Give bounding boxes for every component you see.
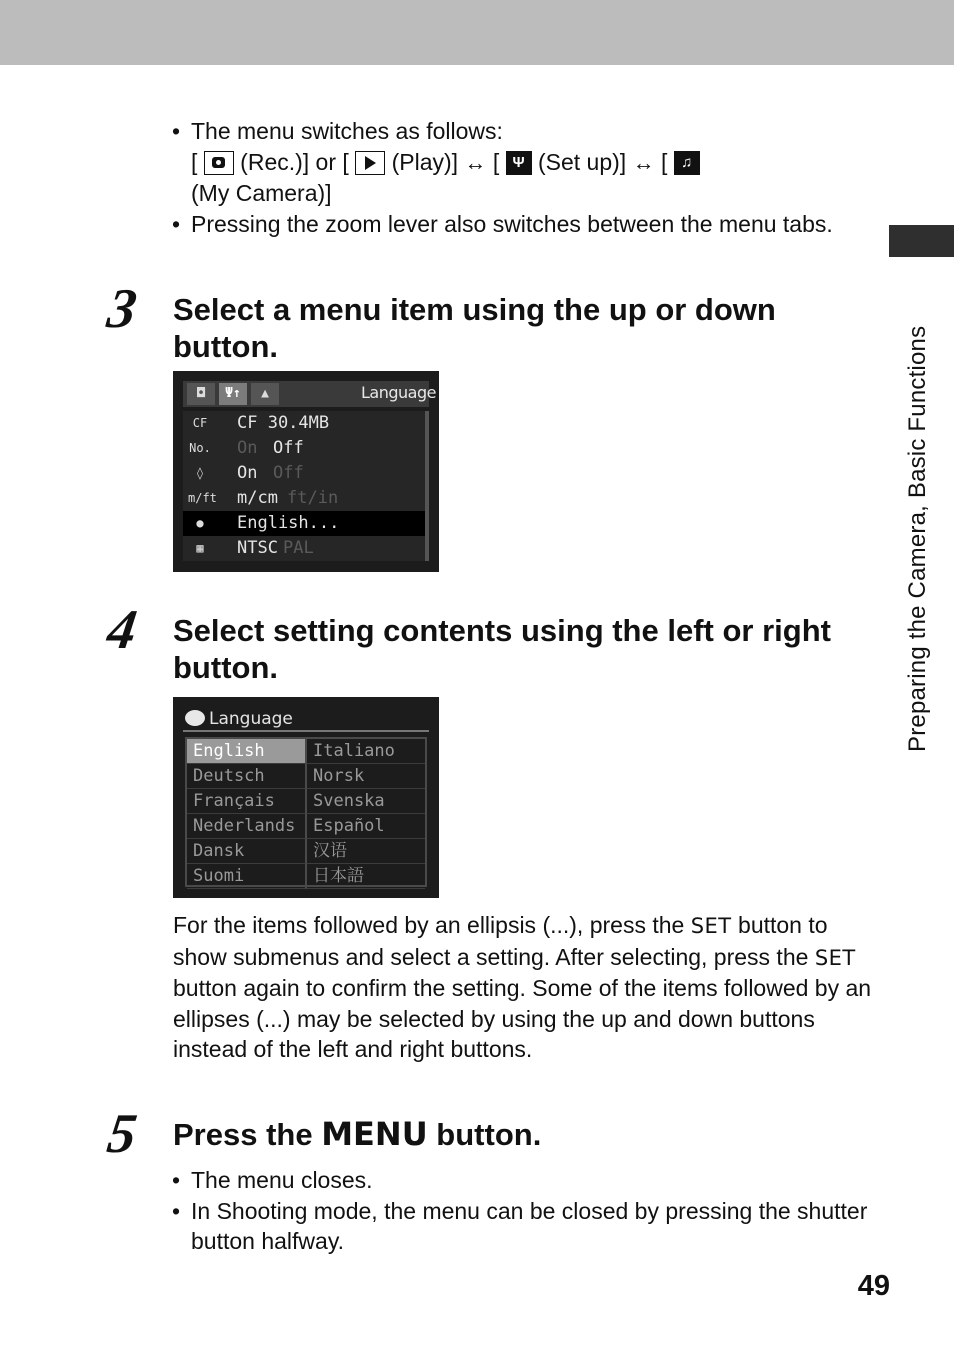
step-heading: Select a menu item using the up or down button. [173,292,776,364]
para-part2: button to show submenus and select a setting. After selecting, press the [173,912,828,970]
step-heading-post: button. [436,1117,542,1152]
menu-row-value: NTSC [237,538,278,558]
bracket: [ [191,148,198,175]
para-part3: button again to confirm the setting. Some of the items followed by an ellipses (...) may be selected by using the up and down buttons instead of the left and right buttons. [173,975,872,1062]
language-option: 日本語 [307,864,425,889]
units-icon: m/ft [188,491,217,505]
file-number-icon: No. [189,441,211,455]
language-icon: ● [196,516,204,530]
language-screen-screenshot [173,697,439,898]
intro-bullets [172,116,872,239]
step-number: 3 [103,278,141,340]
language-screen-title: Language [209,709,293,729]
play-label: (Play)] [391,148,459,175]
language-option: Français [187,789,307,814]
tab-setup: Ψ↑ [219,383,247,405]
language-option-selected: English [187,739,307,764]
step-heading [173,1116,863,1153]
menu-row-alt-value: Off [273,438,304,458]
menu-row-alt-value: PAL [283,538,314,558]
step-number: 4 [103,599,141,661]
step-number: 5 [103,1103,141,1165]
step-heading-pre: Press the [173,1117,313,1152]
divider [183,730,429,732]
language-option: Nederlands [187,814,307,839]
menu-row [183,461,425,486]
auto-rotate-icon: ◊ [196,466,204,480]
menu-row-value: On [237,438,258,458]
menu-row-selected [183,511,425,536]
intro-bullet-zoom: • Pressing the zoom lever also switches between the menu tabs. [172,209,872,240]
closing-bullet: • In Shooting mode, the menu can be closed by pressing the shutter button halfway. [172,1196,872,1257]
menu-list [183,411,429,561]
language-screen-header [185,707,293,731]
menu-screen-screenshot [173,371,439,572]
rec-camera-icon [204,151,234,175]
intro-bullet-menu-cycle [172,116,872,209]
menu-row [183,486,425,511]
ellipsis-explanation [173,910,873,1065]
setup-label: (Set up)] [537,148,627,175]
menu-row [183,411,425,436]
bracket: [ [492,148,500,175]
double-arrow-icon: ↔ [464,149,487,175]
rec-label: (Rec.)] or [ [240,148,349,175]
menu-row-value: On [237,463,258,483]
video-system-icon: ▦ [196,541,204,555]
double-arrow-icon: ↔ [632,149,655,175]
language-option: 汉语 [307,839,425,864]
section-side-label: Preparing the Camera, Basic Functions [904,325,931,752]
menu-row [183,436,425,461]
mycam-label: (My Camera)] [191,180,332,206]
set-button-glyph: SET [814,945,856,970]
my-camera-icon: ♫ [674,151,700,175]
menu-row-value: English... [237,513,340,533]
tab-rec: ◘ [187,383,215,405]
language-option: Svenska [307,789,425,814]
closing-bullet: • The menu closes. [172,1165,872,1196]
bracket: [ [660,148,668,175]
closing-bullets [172,1165,872,1257]
language-option: Español [307,814,425,839]
menu-screen-title: Language [361,383,436,402]
speech-bubble-icon [185,710,205,726]
header-band [0,0,954,65]
menu-row-value: CF 30.4MB [237,413,330,433]
tab-my-camera: ▲ [251,383,279,405]
menu-row-alt-value: Off [273,463,304,483]
setup-tools-icon: Ψ [506,151,532,175]
language-option: Suomi [187,864,307,889]
menu-row [183,536,425,561]
format-icon: CF [192,416,208,430]
set-button-glyph: SET [690,914,732,938]
play-icon [355,151,385,175]
language-option: Deutsch [187,764,307,789]
step-heading: Select setting contents using the left or right button. [173,613,831,685]
language-option: Dansk [187,839,307,864]
menu-row-value: m/cm [237,488,278,508]
page-number: 49 [857,1270,890,1302]
para-part1: For the items followed by an ellipsis (...), press the [173,912,685,938]
menu-row-alt-value: ft/in [287,488,339,508]
menu-button-glyph: MENU [321,1115,428,1153]
language-grid [185,737,427,887]
intro-line1: The menu switches as follows: [191,118,503,144]
language-option: Norsk [307,764,425,789]
language-option: Italiano [307,739,425,764]
